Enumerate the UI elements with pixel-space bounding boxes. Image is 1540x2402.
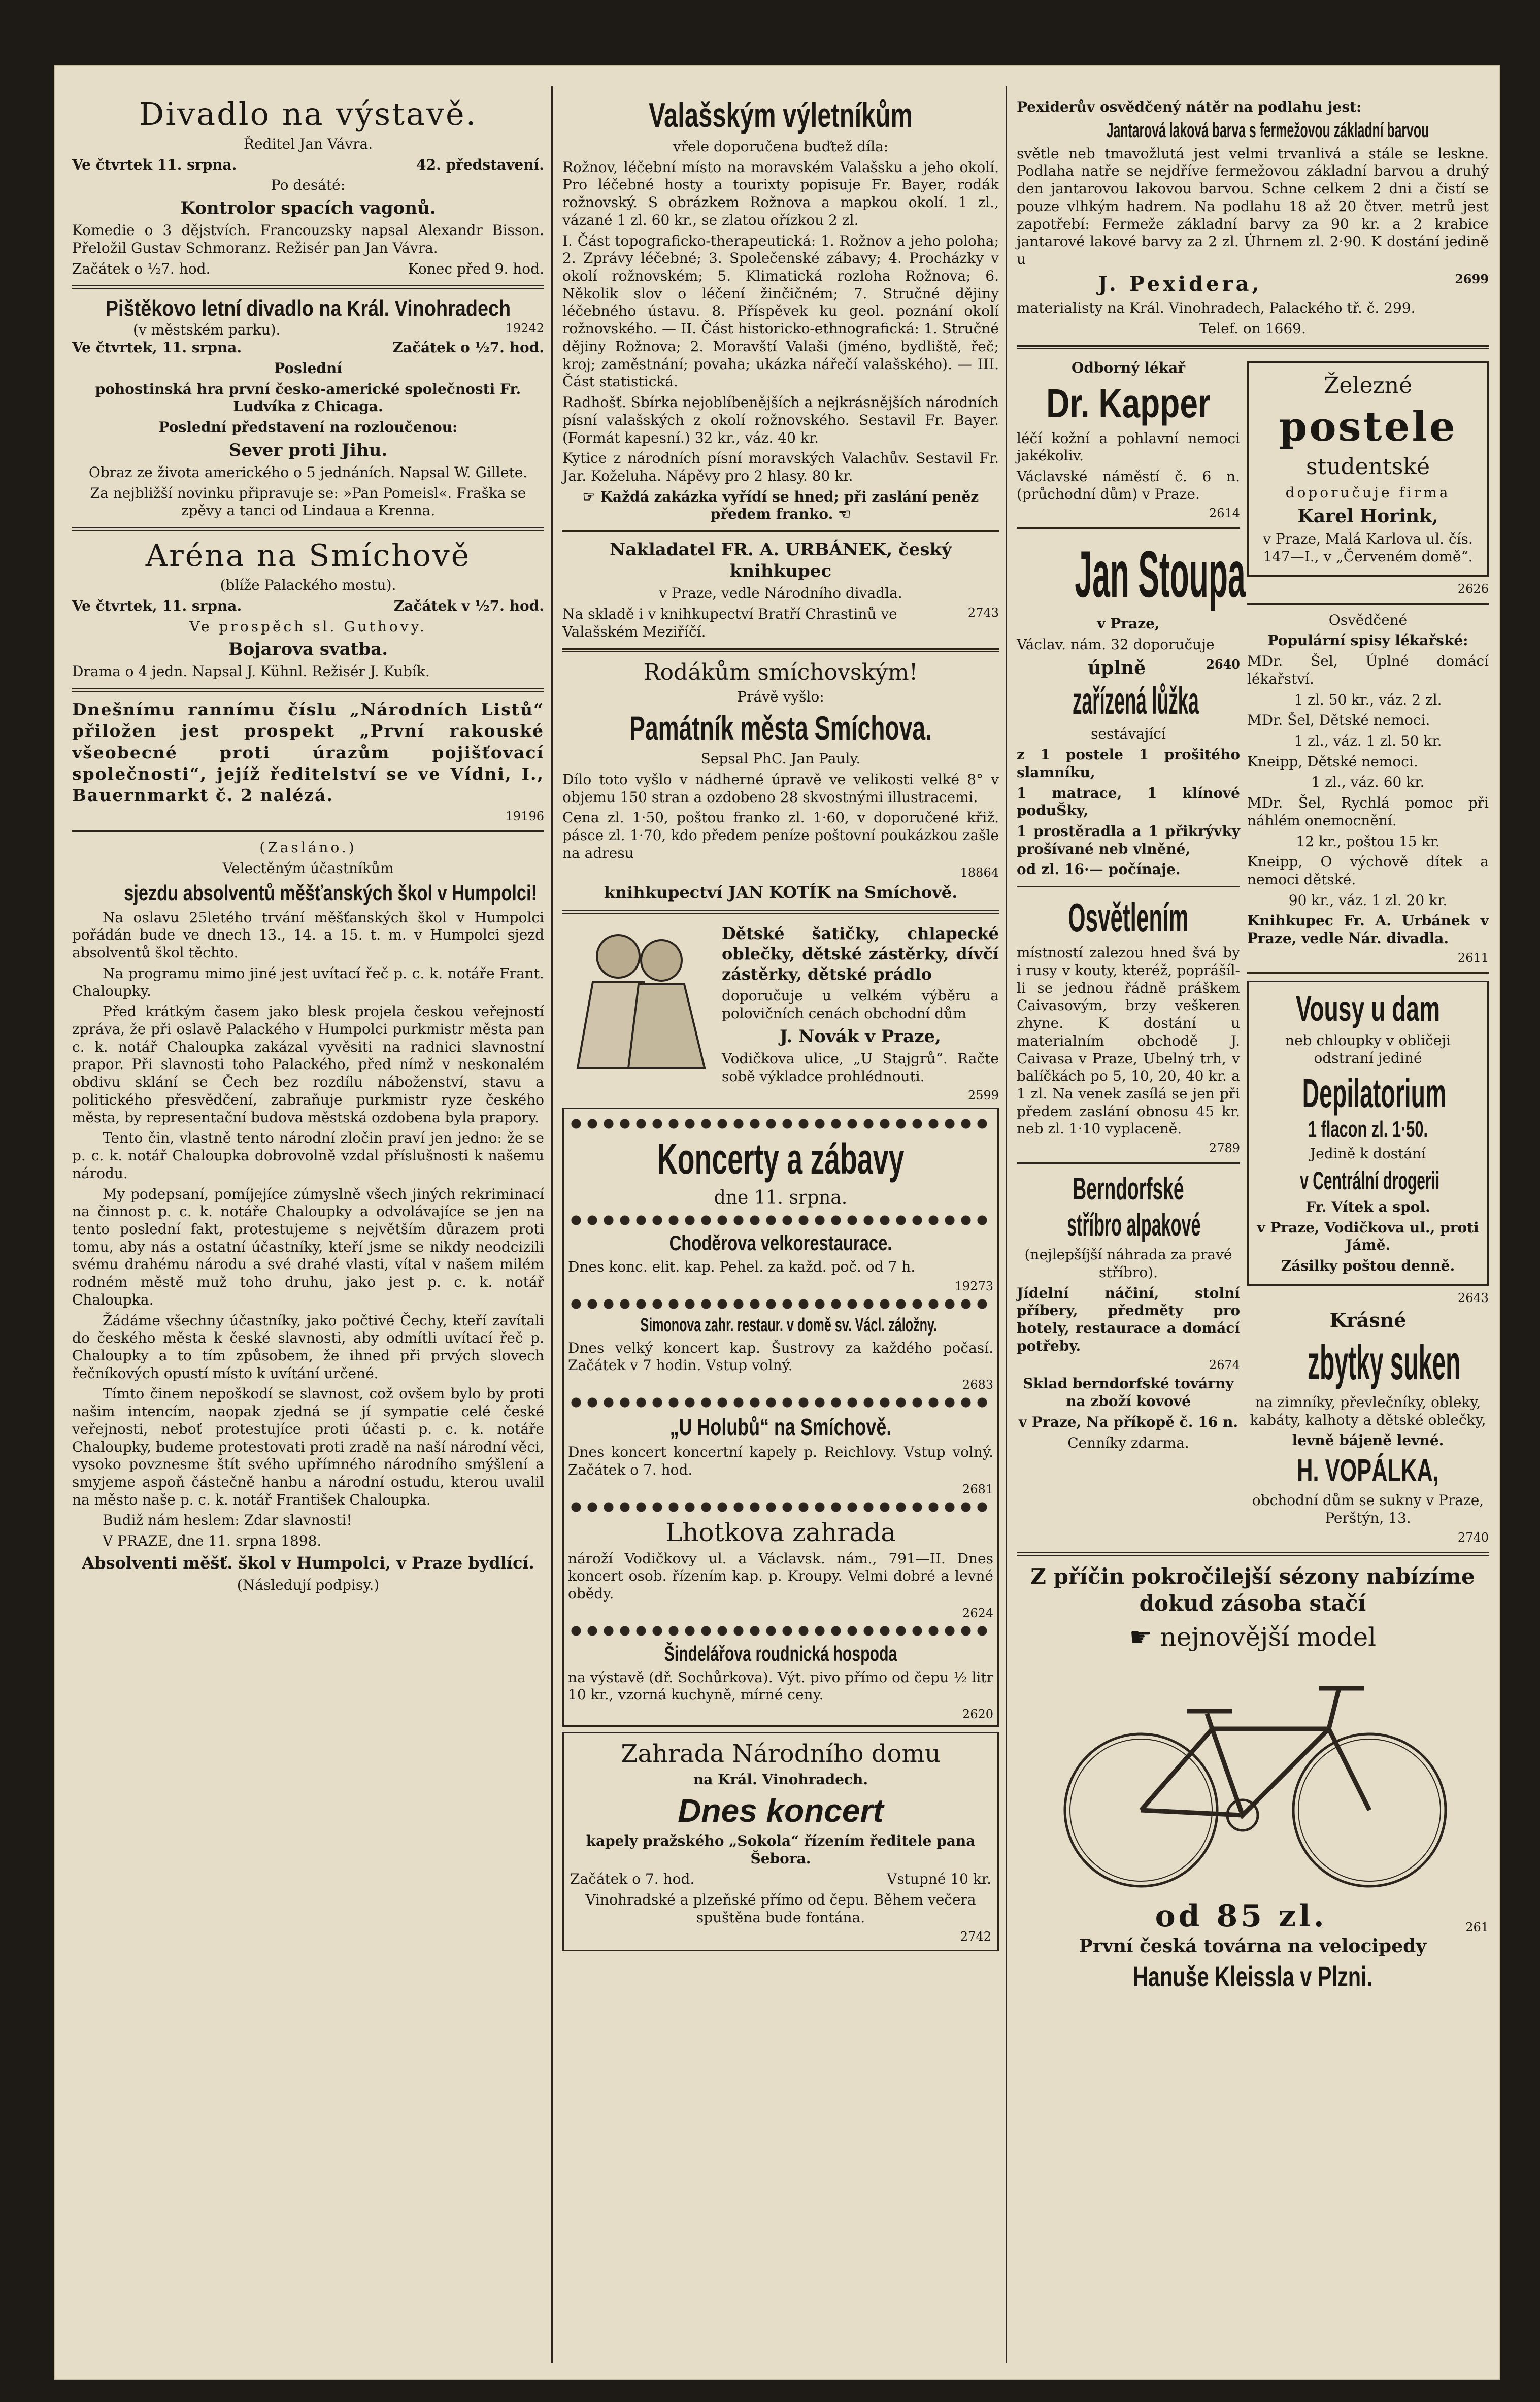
product-name: Depilatorium bbox=[1302, 1071, 1447, 1116]
ad-narodni-dum bbox=[562, 1732, 999, 1951]
column-left bbox=[72, 95, 544, 2363]
text: v Praze, Malá Karlova ul. čís. 147—I., v „Červeném domě“. bbox=[1263, 530, 1473, 565]
text: Vinohradské a plzeňské přímo od čepu. Během večera spuštěna bude fontána. bbox=[585, 1891, 976, 1926]
paragraph: Tento čin, vlastně tento národní zločin praví jen jedno: že se p. c. k. notář Chaloupka dobrovolně vzdal příslušnosti k našemu národu. bbox=[72, 1129, 544, 1182]
text: v Centrální drogerii bbox=[1300, 1166, 1440, 1195]
heading: Z příčin pokročilejší sézony nabízíme dokud zásoba stačí bbox=[1030, 1563, 1475, 1616]
heading: Jantarová laková barva s fermežovou základní barvou bbox=[1106, 119, 1429, 142]
bicycle-illustration bbox=[1045, 1658, 1461, 1891]
text: Jídelní náčiní, stolní příbery, předměty pro hotely, restaurace a domácí potřeby. bbox=[1017, 1284, 1240, 1354]
book-title: Památník města Smíchova. bbox=[629, 709, 932, 747]
divider bbox=[1247, 603, 1489, 605]
ad-kapper bbox=[1017, 359, 1240, 521]
ad-number: 2681 bbox=[962, 1482, 993, 1496]
ad-pistek-divadlo bbox=[72, 296, 544, 520]
ad-spisy-lekarske bbox=[1247, 612, 1489, 965]
heading: Vousy u dam bbox=[1295, 988, 1441, 1028]
divider bbox=[1017, 886, 1240, 887]
text: Kneipp, O výchově dítek a nemoci dětské. bbox=[1247, 853, 1489, 888]
venue: Choděrova velkorestaurace. bbox=[669, 1230, 892, 1255]
text: Začátek o 7. hod. bbox=[570, 1871, 695, 1888]
text: Dnes velký koncert kap. Šustrovy za každého počasí. Začátek v 7 hodin. Vstup volný. bbox=[568, 1339, 993, 1374]
text: Dnešnímu rannímu číslu „Národních Listů“ přiložen jest prospekt „První rakouské všeobecné proti úrazům pojišťovací společnosti“, jejíž ředitelství se ve Vídni, I., Bauernmarkt č. 2 nalézá. bbox=[72, 699, 544, 806]
text: pohostinská hra první česko-americké společnosti Fr. Ludvíka z Chicaga. bbox=[95, 380, 521, 415]
ad-number: 2624 bbox=[962, 1606, 993, 1620]
ad-number: 2640 bbox=[1206, 656, 1240, 672]
text: 1 zl. 50 kr., váz. 2 zl. bbox=[1294, 691, 1442, 708]
text: materialisty na Král. Vinohradech, Palackého tř. č. 299. bbox=[1017, 299, 1416, 317]
text: Ve čtvrtek 11. srpna. bbox=[72, 156, 237, 173]
text: Pexiderův osvědčený nátěr na podlahu jest: bbox=[1017, 98, 1362, 115]
venue: Simonova zahr. restaur. v domě sv. Václ. záložny. bbox=[640, 1314, 937, 1336]
brand: Hanuše Kleissla v Plzni. bbox=[1132, 1960, 1373, 1992]
text: I. Část topograficko-therapeutická: 1. Rožnov a jeho poloha; 2. Zprávy léčebné; 3. Společenské zábavy; 4. Procházky v okolí rožnovském; 5. Klimatická rozloha Rožnova; 6. Několik slov o léčení žinčičném; 7. Stručné dějiny léčebného ústavu. 8. Příspěvek ku geol. poznání okolí rožnovského. — II. Část historicko-ethnografická: 1. Stručné dějiny Rožnova; 2. Moravští Valaši (jméno, bydliště, řeč; kroj; zaměstnání; povaha; ukázka nářečí valašského). — III. Část statistická. bbox=[562, 232, 999, 390]
divider bbox=[562, 530, 999, 532]
brand: J. Pexidera, bbox=[1098, 272, 1262, 296]
ad-number: 261 bbox=[1465, 1920, 1489, 1934]
brand: H. VOPÁLKA, bbox=[1297, 1453, 1439, 1489]
ornament bbox=[568, 1213, 993, 1228]
heading: stříbro alpakové bbox=[1067, 1208, 1201, 1243]
text: obchodní dům se sukny v Praze, Perštýn, 13. bbox=[1252, 1492, 1484, 1526]
text: 1 matrace, 1 klínové poduŠky, bbox=[1017, 784, 1240, 819]
text: Jedině k dostání bbox=[1310, 1145, 1426, 1162]
divider bbox=[1017, 1162, 1240, 1164]
ad-pexider bbox=[1017, 98, 1489, 338]
divider bbox=[72, 285, 544, 289]
venue: Lhotkova zahrada bbox=[665, 1517, 896, 1547]
ad-number: 2620 bbox=[962, 1707, 993, 1722]
text: vřele doporučena buďtež díla: bbox=[673, 138, 889, 155]
venue: Šindelářova roudnická hospoda bbox=[664, 1641, 897, 1665]
children-illustration bbox=[562, 921, 715, 1073]
play-title: Kontrolor spacích vagonů. bbox=[180, 198, 436, 219]
text: Vstupné 10 kr. bbox=[886, 1871, 991, 1888]
ad-kleissl-bicycles bbox=[1017, 1563, 1489, 1993]
headline: zařízená lůžka bbox=[1073, 680, 1199, 722]
text: Poslední bbox=[274, 359, 342, 377]
text: v Praze, Na příkopě č. 16 n. bbox=[1018, 1413, 1238, 1430]
text: Dětské šatičky, chlapecké oblečky, dětské zástěrky, dívčí zástěrky, dětské prádlo bbox=[722, 924, 999, 984]
text: dne 11. srpna. bbox=[714, 1187, 848, 1209]
text: Rožnov, léčební místo na moravském Valašsku a jeho okolí. Pro léčebné hosty a tourixty popisuje Fr. Bayer, rodák rožnovský. S obrázkem Rožnova a mapkou okolí. 1 zl., vázané 1 zl. 60 kr., se zlatou ořízkou 2 zl. bbox=[562, 158, 999, 228]
text: světle neb tmavožlutá jest velmi trvanlivá a stále se leskne. Podlaha natře se nejdříve fermežovou základní barvou a druhý den jantarovou lakovou barvou. Schne celkem 2 dni a čistí se pouze vlhkým hadrem. Na podlahu 18 až 20 čtver. metrů jest zapotřebí: Fermeže základní barvy za 90 kr. a 2 krabice jantarové lakové barvy za 2 zl. Úhrnem zl. 2·90. K dostání jedině u bbox=[1017, 145, 1489, 268]
ad-number: 18864 bbox=[960, 865, 999, 880]
pointing-hand-icon: ☛ bbox=[1129, 1622, 1152, 1652]
text: v Praze, bbox=[1097, 615, 1160, 632]
price: 1 flacon zl. 1·50. bbox=[1308, 1117, 1428, 1142]
heading: postele bbox=[1279, 403, 1457, 451]
text: Sepsal PhC. Jan Pauly. bbox=[700, 750, 861, 768]
text: Radhošť. Sbírka nejoblíbenějších a nejkrásnějších národních písní valašských z okolí rožnovského. Sestavil Fr. Bayer. (Formát kapesní.) 32 kr., váz. 40 kr. bbox=[562, 394, 999, 446]
text: Drama o 4 jedn. Napsal J. Kühnl. Režisér J. Kubík. bbox=[72, 663, 430, 680]
text: na Král. Vinohradech. bbox=[693, 1771, 868, 1788]
concerts-box bbox=[562, 1108, 999, 1727]
text: Dnes koncert koncertní kapely p. Reichlovy. Vstup volný. Začátek o 7. hod. bbox=[568, 1444, 993, 1478]
play-title: Bojarova svatba. bbox=[228, 639, 388, 660]
text: Poslední představení na rozloučenou: bbox=[158, 419, 458, 436]
text: Telef. on 1669. bbox=[1199, 320, 1306, 338]
ornament bbox=[568, 1395, 993, 1410]
ad-number: 2614 bbox=[1209, 506, 1240, 521]
text: Začátek o ½7. hod. bbox=[72, 260, 211, 277]
play-title: Sever proti Jihu. bbox=[228, 440, 388, 460]
ad-postele bbox=[1247, 361, 1489, 577]
text: od zl. 16·— počínaje. bbox=[1017, 861, 1181, 878]
text: knihkupectví JAN KOTÍK na Smíchově. bbox=[604, 882, 958, 902]
text: 1 zl., váz. 1 zl. 50 kr. bbox=[1294, 732, 1442, 749]
paragraph: Na programu mimo jiné jest uvítací řeč p. c. k. notáře Frant. Chaloupky. bbox=[72, 964, 544, 999]
text: Kytice z národních písní moravských Valachův. Sestavil Fr. Jar. Koželuha. Nápěvy pro 2 hlasy. 80 kr. bbox=[562, 450, 999, 484]
text: Sklad berndorfské továrny na zboží kovové bbox=[1023, 1375, 1234, 1410]
text: Ve prospěch sl. Guthovy. bbox=[189, 618, 427, 635]
text: místností zalezou hned švá by i rusy v kouty, kteréž, poprášíl-li se jednou řádně práškem Caivasovým, brzy veškeren zhyne. K dostání u materialním obchodě J. Caivasa v Praze, Ubelný trh, v balíčkách po 5, 10, 20, 40 kr. a 1 zl. Na venek zasílá se jen při předem zaslání obnosu 45 kr. neb zl. 1·10 vyplaceně. bbox=[1017, 944, 1240, 1138]
divider bbox=[1247, 972, 1489, 974]
text: 42. představení. bbox=[416, 156, 544, 173]
text: Za nejbližší novinku připravuje se: »Pan Pomeisl«. Fraška se zpěvy a tanci od Lindaua a Krenna. bbox=[90, 484, 526, 519]
text: na výstavě (dř. Sochůrkova). Výt. pivo přímo od čepu ½ litr 10 kr., vzorná kuchyně, mírné ceny. bbox=[568, 1669, 993, 1704]
heading: Železné bbox=[1323, 372, 1413, 398]
text: Začátek v ½7. hod. bbox=[393, 597, 544, 614]
text: 90 kr., váz. 1 zl. 20 kr. bbox=[1288, 891, 1448, 909]
text: Ve čtvrtek, 11. srpna. bbox=[72, 597, 242, 614]
divider bbox=[72, 527, 544, 531]
text: První česká továrna na velocipedy bbox=[1079, 1935, 1427, 1957]
text: Fr. Vítek a spol. bbox=[1305, 1198, 1430, 1216]
text: Ředitel Jan Vávra. bbox=[243, 136, 373, 152]
ad-number: 2643 bbox=[1457, 1290, 1489, 1305]
ad-number: 19242 bbox=[505, 321, 544, 336]
text: Zásilky poštou denně. bbox=[1281, 1257, 1455, 1275]
text: Na skladě i v knihkupectví Bratří Chrastinů ve Valašském Meziříčí. bbox=[562, 606, 897, 640]
text: v Praze, Vodičkova ul., proti Jámě. bbox=[1257, 1219, 1479, 1254]
text: nároží Vodičkovy ul. a Václavsk. nám., 791—II. Dnes koncert osob. řízením kap. p. Kroupy. Velmi dobré a levné obědy. bbox=[568, 1550, 993, 1602]
text: studentské bbox=[1305, 454, 1430, 480]
paragraph: V PRAZE, dne 11. srpna 1898. bbox=[103, 1532, 322, 1550]
ad-vopalka bbox=[1247, 1308, 1489, 1545]
ornament bbox=[568, 1623, 993, 1639]
ad-number: 2743 bbox=[967, 606, 999, 620]
text: 1 zl., váz. 60 kr. bbox=[1311, 774, 1425, 791]
ad-number: 19196 bbox=[505, 809, 544, 824]
text: Knihkupec Fr. A. Urbánek v Praze, vedle Nár. divadla. bbox=[1247, 912, 1489, 947]
article-zaslano bbox=[72, 839, 544, 1594]
ad-smichov bbox=[562, 659, 999, 903]
paragraph: Budiž nám heslem: Zdar slavnosti! bbox=[103, 1512, 352, 1529]
text: Vodičkova ulice, „U Stajgrů“. Račte sobě výkladce prohlédnouti. bbox=[722, 1050, 999, 1085]
price: od 85 zl. bbox=[1155, 1898, 1327, 1934]
paragraph: My podepsaní, pomíjejíce zúmyslně všech jiných rekriminací na činnost p. c. k. notáře Chaloupky a odvolávajíce se jen na tento poslední fakt, protestujeme s největším důrazem proti tomu, aby nás a ostatní účastníky, kteří jsme se nikdy neodcizili svému drahému národu a své drahé vlasti, vítal v našem milém rodném městě muž toho druhu, jako jest p. c. k. notář Chaloupka. bbox=[72, 1185, 544, 1308]
ad-number: 2699 bbox=[1455, 271, 1489, 286]
text: v Praze, vedle Národního divadla. bbox=[659, 585, 902, 602]
column-rule bbox=[1006, 86, 1007, 2363]
text: (Zasláno.) bbox=[259, 839, 357, 856]
text: ☞ Každá zakázka vyřídí se hned; při zaslání peněz předem franko. ☜ bbox=[582, 488, 979, 523]
heading: Koncerty a zábavy bbox=[657, 1135, 905, 1183]
ad-novak bbox=[562, 921, 999, 1103]
text: Cenníky zdarma. bbox=[1067, 1434, 1189, 1451]
text: MDr. Šel, Rychlá pomoc při náhlém onemocnění. bbox=[1247, 794, 1489, 829]
divider bbox=[562, 648, 999, 652]
ad-number: 2626 bbox=[1457, 581, 1489, 596]
divider bbox=[1017, 527, 1240, 529]
ad-number: 2611 bbox=[1457, 950, 1489, 965]
text: Kneipp, Dětské nemoci. bbox=[1247, 753, 1418, 770]
heading: Aréna na Smíchově bbox=[145, 538, 471, 574]
text: MDr. Šel, Úplné domácí lékařství. bbox=[1247, 653, 1489, 687]
text: Václavské náměstí č. 6 n. (průchodní dům) v Praze. bbox=[1017, 468, 1240, 503]
text: neb chloupky v obličeji odstraní jediné bbox=[1285, 1031, 1451, 1066]
headline: Dnes koncert bbox=[678, 1792, 884, 1829]
paragraph: Tímto činem nepoškodí se slavnost, což ovšem bylo by proti našim intencím, naopak zjedná se jí sympatie celé české veřejnosti, neboť protestujíce proti účasti p. c. k. notáře Chaloupky, budeme protestovati proti zradě na naší národní věci, vysoko povznesme štít svého upřímného národního smýšlení a smyjeme aspoň částečně hanbu a národní ostudu, kterou uvalil na město naše p. c. k. notář František Chaloupka. bbox=[72, 1385, 544, 1508]
text: Začátek o ½7. hod. bbox=[392, 339, 544, 356]
newspaper-page bbox=[54, 65, 1500, 2380]
text: Komedie o 3 dějstvích. Francouzsky napsal Alexandr Bisson. Přeložil Gustav Schmoranz. Režisér pan Jan Vávra. bbox=[72, 222, 544, 257]
ad-valassky bbox=[562, 95, 999, 641]
heading: Dr. Kapper bbox=[1046, 380, 1211, 426]
heading: Berndorfské bbox=[1073, 1172, 1184, 1207]
text: (nejlepšíjší náhrada za pravé stříbro). bbox=[1024, 1246, 1232, 1281]
text: (Následují podpisy.) bbox=[237, 1576, 380, 1593]
heading: Jan Stoupa bbox=[1075, 537, 1246, 612]
ad-stoupa bbox=[1017, 536, 1246, 879]
paragraph: Žádáme všechny účastníky, jako počtivé Čechy, kteří zavítali do českého města k české slavnosti, aby odmítli uvítací řeč p. Chaloupky a to tím způsobem, že ihned při prvých slovech řečníkových opustí místo k uvítání určené. bbox=[72, 1312, 544, 1382]
paragraph: Před krátkým časem jako blesk projela českou veřejností zpráva, že při oslavě Palackého v Humpolci purkmistr města pan c. k. notář Chaloupka zakázal vyvěsiti na radnici slavnostní prapor. Při slavnosti toho Palackého, před nímž v neskonalém obdivu sklání se Čech bez rozdílu náboženství, stavu a politického přesvědčení, zabraňuje purkmistr ryze českého města, by representační budova městská ozdobena byla prapory. bbox=[72, 1003, 544, 1126]
text: doporučuje u velkém výběru a polovičních cenách obchodní dům bbox=[722, 987, 999, 1022]
text: doporučuje firma bbox=[1285, 484, 1451, 501]
heading: Divadlo na výstavě. bbox=[139, 95, 478, 132]
text: nejnovější model bbox=[1160, 1622, 1377, 1652]
column-rule bbox=[551, 86, 553, 2363]
text: Po desáté: bbox=[271, 177, 346, 194]
text: levně bájeně levné. bbox=[1292, 1432, 1444, 1449]
ad-berndorf bbox=[1017, 1171, 1240, 1452]
heading: Populární spisy lékařské: bbox=[1267, 632, 1468, 649]
text: Velectěným účastníkům bbox=[222, 860, 394, 877]
divider bbox=[1017, 345, 1489, 349]
text: léčí kožní a pohlavní nemoci jakékoliv. bbox=[1017, 429, 1240, 464]
text: MDr. Šel, Dětské nemoci. bbox=[1247, 712, 1430, 729]
divider bbox=[72, 830, 544, 832]
column-middle bbox=[562, 95, 999, 2363]
ad-number: 2599 bbox=[967, 1088, 999, 1103]
text: Osvědčené bbox=[1328, 611, 1408, 628]
ad-arena-smichov bbox=[72, 538, 544, 681]
paragraph: Na oslavu 25letého trvání měšťanských škol v Humpolci pořádán bude ve dnech 13., 14. a 15. t. m. v Humpolci sjezd absolventů škol těchto. bbox=[72, 909, 544, 961]
ad-number: 2740 bbox=[1457, 1530, 1489, 1545]
heading: Pištěkovo letní divadlo na Král. Vinohradech bbox=[105, 296, 511, 321]
text: Václav. nám. 32 doporučuje bbox=[1017, 636, 1215, 653]
divider bbox=[562, 910, 999, 914]
text: Karel Horink, bbox=[1297, 505, 1438, 527]
ad-number: 2674 bbox=[1209, 1358, 1240, 1373]
divider bbox=[1017, 1552, 1489, 1556]
text: 1 prostěradla a 1 přikrývky prošívané neb vlněné, bbox=[1017, 823, 1240, 857]
text: Konec před 9. hod. bbox=[408, 260, 544, 277]
signature: Absolventi měšť. škol v Humpolci, v Praze bydlící. bbox=[82, 1553, 534, 1573]
article-title: sjezdu absolventů měšťanských škol v Humpolci! bbox=[124, 880, 537, 906]
ad-divadlo-vystava bbox=[72, 95, 544, 278]
text: (blíže Palackého mostu). bbox=[220, 577, 396, 594]
text: sestávající bbox=[1090, 725, 1166, 743]
heading: Zahrada Národního domu bbox=[621, 1740, 941, 1769]
text: Dílo toto vyšlo v nádherné úpravě ve velikosti velké 8° v objemu 150 stran a ozdobeno 28 skvostnými illustracemi. bbox=[562, 771, 999, 806]
ad-number: 2789 bbox=[1209, 1141, 1240, 1156]
ad-caivas bbox=[1017, 894, 1240, 1155]
text: J. Novák v Praze, bbox=[780, 1026, 941, 1047]
text: Odborný lékař bbox=[1071, 359, 1186, 376]
heading: zbytky suken bbox=[1308, 1336, 1461, 1390]
publisher: Nakladatel FR. A. URBÁNEK, český knihkupec bbox=[610, 540, 952, 582]
text: Obraz ze života amerického o 5 jednáních. Napsal W. Gillete. bbox=[88, 463, 528, 481]
heading: Valašským výletníkům bbox=[649, 96, 913, 135]
text: na zimníky, převlečníky, obleky, kabáty, kalhoty a dětské oblečky, bbox=[1250, 1394, 1486, 1428]
text: Cena zl. 1·50, poštou franko zl. 1·60, v doporučené křiž. pásce zl. 1·70, kdo předem peníze poštovní poukázkou zašle na adresu bbox=[562, 809, 999, 861]
ad-number: 2683 bbox=[962, 1378, 993, 1392]
text: 12 kr., poštou 15 kr. bbox=[1296, 832, 1440, 850]
ad-number: 19273 bbox=[954, 1279, 993, 1293]
text: Dnes konc. elit. kap. Pehel. za každ. poč. od 7 h. bbox=[568, 1258, 916, 1275]
ornament bbox=[568, 1116, 993, 1131]
text: Ve čtvrtek, 11. srpna. bbox=[72, 339, 242, 356]
divider bbox=[72, 688, 544, 692]
heading: Osvětlením bbox=[1068, 895, 1189, 941]
column-right bbox=[1017, 95, 1489, 2363]
notice-prospekt bbox=[72, 699, 544, 823]
text: (v městském parku). bbox=[133, 321, 281, 339]
text: úplně bbox=[1088, 657, 1146, 679]
ad-number: 2742 bbox=[960, 1929, 991, 1944]
heading: Rodákům smíchovským! bbox=[643, 659, 918, 685]
ad-depilatorium bbox=[1247, 981, 1489, 1286]
venue: „U Holubů“ na Smíchově. bbox=[669, 1414, 892, 1441]
text: Právě vyšlo: bbox=[737, 688, 824, 705]
text: z 1 postele 1 prošitého slamníku, bbox=[1017, 746, 1240, 781]
text: kapely pražského „Sokola“ řízením ředitele pana Šebora. bbox=[586, 1832, 976, 1867]
ornament bbox=[568, 1296, 993, 1312]
text: Krásné bbox=[1329, 1308, 1407, 1331]
ornament bbox=[568, 1499, 993, 1515]
